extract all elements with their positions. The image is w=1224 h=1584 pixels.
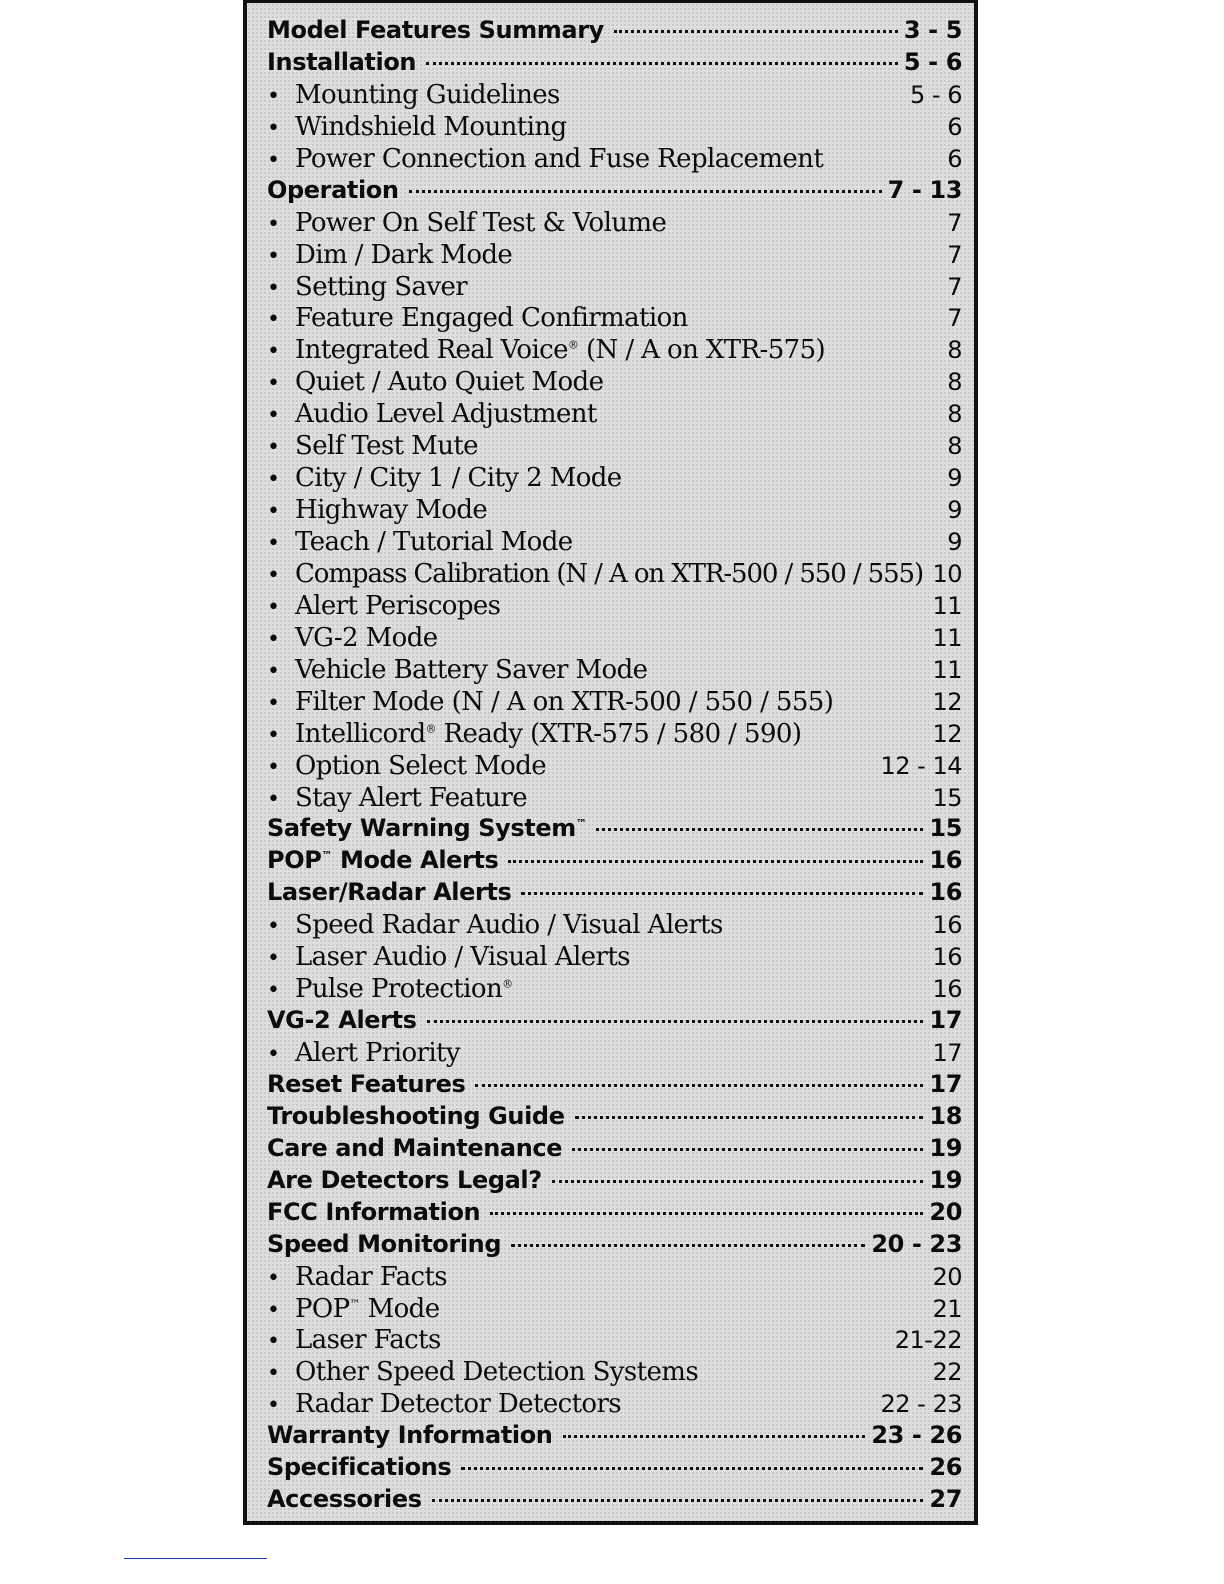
toc-label: Radar Detector Detectors bbox=[295, 1389, 622, 1420]
footer-rule bbox=[124, 1558, 267, 1559]
toc-page-number: 20 bbox=[929, 1197, 962, 1226]
bullet-icon: • bbox=[267, 371, 280, 397]
bullet-icon: • bbox=[267, 722, 280, 748]
toc-label: Feature Engaged Confirmation bbox=[295, 303, 688, 334]
toc-label: Radar Facts bbox=[295, 1261, 448, 1292]
bullet-icon: • bbox=[267, 307, 280, 333]
bullet-icon: • bbox=[267, 467, 280, 493]
toc-label: Stay Alert Feature bbox=[295, 782, 528, 813]
bullet-icon: • bbox=[267, 243, 280, 269]
toc-page-number: 16 bbox=[932, 975, 962, 1004]
toc-heading bbox=[267, 814, 962, 846]
toc-heading bbox=[267, 1421, 962, 1453]
toc-label: Specifications bbox=[267, 1453, 452, 1482]
toc-label: VG-2 Mode bbox=[295, 622, 438, 653]
bullet-icon: • bbox=[267, 1297, 280, 1323]
toc-page-number: 21-22 bbox=[894, 1326, 962, 1355]
toc-page-number: 7 bbox=[947, 304, 962, 333]
toc-label: Accessories bbox=[267, 1485, 422, 1514]
toc-label: Care and Maintenance bbox=[267, 1133, 563, 1162]
toc-page-number: 19 bbox=[929, 1133, 962, 1162]
toc-label: Speed Monitoring bbox=[267, 1229, 502, 1258]
bullet-icon: • bbox=[267, 403, 280, 429]
toc-label: Self Test Mute bbox=[295, 431, 478, 462]
toc-label: POP™ Mode Alerts bbox=[267, 846, 499, 875]
toc-subentry bbox=[267, 367, 962, 399]
bullet-icon: • bbox=[267, 1393, 280, 1419]
bullet-icon: • bbox=[267, 339, 280, 365]
toc-label: Quiet / Auto Quiet Mode bbox=[295, 367, 604, 398]
toc-subentry bbox=[267, 431, 962, 463]
toc-page-number: 5 - 6 bbox=[910, 80, 962, 109]
toc-subentry bbox=[267, 719, 962, 751]
toc-page-number: 7 bbox=[947, 240, 962, 269]
toc-page-number: 16 bbox=[929, 878, 962, 907]
toc-page-number: 17 bbox=[929, 1006, 962, 1035]
toc-label: Pulse Protection® bbox=[295, 974, 513, 1005]
toc-subentry bbox=[267, 687, 962, 719]
dot-leader bbox=[575, 1116, 924, 1119]
bullet-icon: • bbox=[267, 1042, 280, 1067]
toc-subentry bbox=[267, 655, 962, 687]
toc-heading bbox=[267, 878, 962, 910]
toc-page-number: 6 bbox=[947, 112, 962, 141]
toc-page-number: 12 bbox=[932, 719, 962, 748]
toc-page-number: 8 bbox=[947, 400, 962, 429]
toc-subentry bbox=[267, 272, 962, 304]
bullet-icon: • bbox=[267, 754, 280, 780]
toc-heading bbox=[267, 1453, 962, 1485]
toc-label: Installation bbox=[267, 47, 417, 76]
dot-leader bbox=[521, 892, 923, 895]
toc-label: Laser Audio / Visual Alerts bbox=[295, 942, 630, 973]
toc-heading bbox=[267, 1230, 962, 1262]
toc-label: Vehicle Battery Saver Mode bbox=[295, 654, 648, 685]
toc-page-number: 9 bbox=[947, 528, 962, 556]
dot-leader bbox=[572, 1148, 923, 1151]
toc-page-number: 7 bbox=[947, 208, 962, 237]
toc-page-number: 17 bbox=[932, 1039, 962, 1067]
bullet-icon: • bbox=[267, 211, 280, 237]
toc-subentry bbox=[267, 495, 962, 527]
toc-label: Troubleshooting Guide bbox=[267, 1101, 565, 1130]
dot-leader bbox=[432, 1499, 924, 1502]
toc-page-number: 7 - 13 bbox=[887, 175, 962, 204]
dot-leader bbox=[596, 828, 923, 831]
toc-label: Setting Saver bbox=[295, 271, 468, 302]
toc-page-number: 8 bbox=[947, 368, 962, 397]
toc-subentry bbox=[267, 1325, 962, 1357]
toc-subentry bbox=[267, 335, 962, 367]
bullet-icon: • bbox=[267, 594, 280, 620]
toc-heading bbox=[267, 1070, 962, 1102]
toc-page-number: 18 bbox=[929, 1101, 962, 1130]
bullet-icon: • bbox=[267, 499, 280, 525]
toc-subentry bbox=[267, 974, 962, 1006]
toc-label: Intellicord® Ready (XTR-575 / 580 / 590) bbox=[295, 718, 802, 749]
dot-leader bbox=[475, 1084, 923, 1087]
dot-leader bbox=[427, 1020, 924, 1023]
toc-label: Warranty Information bbox=[267, 1421, 553, 1450]
toc-subentry bbox=[267, 1294, 962, 1326]
bullet-icon: • bbox=[267, 914, 280, 940]
toc-page-number: 16 bbox=[932, 943, 962, 972]
toc-label: Audio Level Adjustment bbox=[295, 399, 597, 430]
toc-label: Power Connection and Fuse Replacement bbox=[295, 143, 824, 174]
toc-label: Windshield Mounting bbox=[295, 111, 567, 142]
toc-subentry bbox=[267, 208, 962, 240]
toc-page-number: 5 - 6 bbox=[903, 47, 962, 76]
toc-subentry bbox=[267, 399, 962, 431]
table-of-contents bbox=[243, 0, 978, 1525]
bullet-icon: • bbox=[267, 946, 280, 972]
toc-subentry bbox=[267, 942, 962, 974]
toc-subentry bbox=[267, 240, 962, 272]
toc-page-number: 6 bbox=[947, 144, 962, 173]
dot-leader bbox=[552, 1180, 924, 1183]
toc-label: Power On Self Test & Volume bbox=[295, 207, 667, 238]
toc-label: Other Speed Detection Systems bbox=[295, 1357, 699, 1388]
toc-page-number: 3 - 5 bbox=[903, 16, 962, 44]
toc-page-number: 22 - 23 bbox=[880, 1390, 962, 1419]
toc-label: Model Features Summary bbox=[267, 16, 604, 44]
bullet-icon: • bbox=[267, 147, 280, 173]
bullet-icon: • bbox=[267, 531, 280, 556]
toc-page-number: 8 bbox=[947, 432, 962, 461]
bullet-icon: • bbox=[267, 83, 280, 109]
bullet-icon: • bbox=[267, 1329, 280, 1355]
toc-subentry bbox=[267, 144, 962, 176]
toc-subentry bbox=[267, 1262, 962, 1294]
toc-page-number: 11 bbox=[932, 655, 962, 684]
toc-heading bbox=[267, 1166, 962, 1198]
toc-label: Safety Warning System™ bbox=[267, 814, 587, 843]
toc-page-number: 12 bbox=[932, 687, 962, 716]
toc-subentry bbox=[267, 1038, 962, 1070]
dot-leader bbox=[490, 1212, 923, 1215]
toc-label: Are Detectors Legal? bbox=[267, 1165, 542, 1194]
toc-page-number: 20 - 23 bbox=[871, 1229, 962, 1258]
bullet-icon: • bbox=[267, 1265, 280, 1291]
toc-heading bbox=[267, 1006, 962, 1038]
toc-page-number: 11 bbox=[932, 623, 962, 652]
toc-page-number: 9 bbox=[947, 496, 962, 525]
toc-label: Reset Features bbox=[267, 1069, 466, 1098]
toc-label: Alert Priority bbox=[295, 1038, 460, 1068]
toc-page-number: 20 bbox=[932, 1262, 962, 1291]
toc-label: VG-2 Alerts bbox=[267, 1006, 417, 1035]
toc-heading bbox=[267, 846, 962, 878]
toc-subentry bbox=[267, 303, 962, 335]
bullet-icon: • bbox=[267, 275, 280, 301]
toc-subentry bbox=[267, 80, 962, 112]
toc-page-number: 22 bbox=[932, 1358, 962, 1387]
toc-page-number: 26 bbox=[929, 1453, 962, 1482]
dot-leader bbox=[508, 860, 923, 863]
dot-leader bbox=[461, 1467, 923, 1470]
toc-label: City / City 1 / City 2 Mode bbox=[295, 463, 622, 494]
toc-label: Highway Mode bbox=[295, 495, 488, 526]
toc-page-number: 19 bbox=[929, 1165, 962, 1194]
toc-page-number: 12 - 14 bbox=[880, 751, 962, 780]
toc-label: Alert Periscopes bbox=[295, 590, 501, 621]
toc-subentry bbox=[267, 591, 962, 623]
toc-page-number: 16 bbox=[932, 911, 962, 940]
toc-subentry bbox=[267, 751, 962, 783]
toc-heading bbox=[267, 1198, 962, 1230]
toc-page-number: 8 bbox=[947, 336, 962, 365]
toc-heading bbox=[267, 1485, 962, 1517]
toc-label: Speed Radar Audio / Visual Alerts bbox=[295, 910, 723, 941]
toc-label: Integrated Real Voice® (N / A on XTR-575) bbox=[295, 335, 826, 366]
toc-label: Dim / Dark Mode bbox=[295, 239, 513, 270]
toc-page-number: 15 bbox=[929, 814, 962, 843]
bullet-icon: • bbox=[267, 658, 280, 684]
bullet-icon: • bbox=[267, 1361, 280, 1387]
toc-page-number: 11 bbox=[932, 591, 962, 620]
toc-label: Teach / Tutorial Mode bbox=[295, 527, 573, 557]
toc-label: Compass Calibration (N / A on XTR-500 / 550 / 555) bbox=[295, 558, 924, 589]
toc-label: Operation bbox=[267, 175, 399, 204]
toc-page-number: 15 bbox=[932, 783, 962, 812]
bullet-icon: • bbox=[267, 786, 280, 812]
toc-subentry bbox=[267, 910, 962, 942]
toc-subentry bbox=[267, 783, 962, 815]
toc-subentry bbox=[267, 463, 962, 495]
toc-label: Filter Mode (N / A on XTR-500 / 550 / 555) bbox=[295, 686, 834, 717]
toc-label: FCC Information bbox=[267, 1197, 481, 1226]
toc-heading bbox=[267, 1134, 962, 1166]
toc-label: Mounting Guidelines bbox=[295, 79, 560, 110]
dot-leader bbox=[409, 190, 882, 193]
toc-page-number: 17 bbox=[929, 1069, 962, 1098]
dot-leader bbox=[563, 1435, 866, 1438]
dot-leader bbox=[426, 62, 898, 65]
toc-heading bbox=[267, 1102, 962, 1134]
toc-subentry bbox=[267, 623, 962, 655]
toc-heading bbox=[267, 48, 962, 80]
bullet-icon: • bbox=[267, 978, 280, 1004]
toc-page-number: 7 bbox=[947, 272, 962, 301]
toc-subentry bbox=[267, 1357, 962, 1389]
toc-subentry bbox=[267, 559, 962, 591]
dot-leader bbox=[511, 1244, 865, 1247]
toc-label: POP™ Mode bbox=[295, 1293, 440, 1324]
toc-page-number: 16 bbox=[929, 846, 962, 875]
toc-label: Option Select Mode bbox=[295, 750, 547, 781]
toc-list bbox=[267, 16, 962, 1517]
bullet-icon: • bbox=[267, 626, 280, 652]
toc-page-number: 21 bbox=[932, 1294, 962, 1323]
bullet-icon: • bbox=[267, 115, 280, 141]
toc-page-number: 10 bbox=[932, 559, 962, 588]
toc-page-number: 9 bbox=[947, 464, 962, 493]
toc-page-number: 27 bbox=[929, 1485, 962, 1514]
bullet-icon: • bbox=[267, 690, 280, 716]
toc-heading bbox=[267, 16, 962, 48]
toc-heading bbox=[267, 176, 962, 208]
toc-subentry bbox=[267, 112, 962, 144]
bullet-icon: • bbox=[267, 435, 280, 461]
toc-subentry bbox=[267, 527, 962, 559]
toc-label: Laser/Radar Alerts bbox=[267, 878, 512, 907]
toc-label: Laser Facts bbox=[295, 1325, 441, 1356]
toc-page-number: 23 - 26 bbox=[871, 1421, 962, 1450]
dot-leader bbox=[614, 30, 898, 33]
toc-subentry bbox=[267, 1389, 962, 1421]
bullet-icon: • bbox=[267, 562, 279, 588]
